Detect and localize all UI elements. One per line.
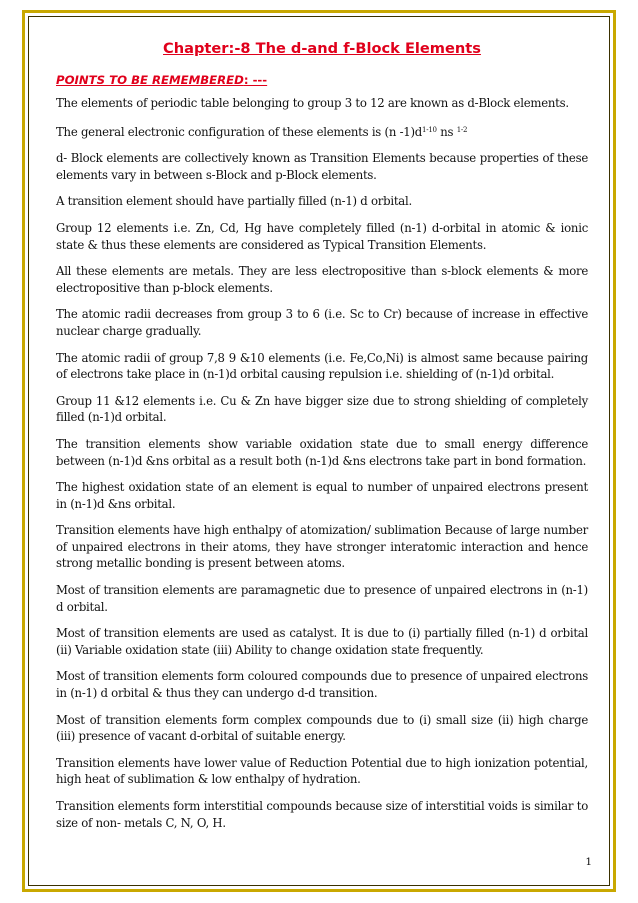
paragraph: Most of transition elements form coloured compounds due to presence of unpaired electrons in (n-1) d orbital & thus they can undergo d-d transition.: [56, 669, 588, 701]
paragraph: Group 12 elements i.e. Zn, Cd, Hg have completely filled (n-1) d-orbital in atomic & ionic state & thus these elements are considered as Typical Transition Elements.: [56, 220, 588, 252]
paragraph: d- Block elements are collectively known as Transition Elements because properties of these elements vary in between s-Block and p-Block elements.: [56, 151, 588, 182]
paragraph: Most of transition elements form complex compounds due to (i) small size (ii) high charge (iii) presence of vacant d-orbital of suitable energy.: [56, 712, 588, 744]
page-content: [56, 40, 588, 841]
paragraph: The transition elements show variable oxidation state due to small energy difference between (n-1)d &ns orbital as a result both (n-1)d &ns electrons take part in bond formation.: [56, 436, 588, 468]
chapter-title: Chapter:-8 The d-and f-Block Elements: [163, 40, 481, 57]
paragraph: Transition elements have lower value of Reduction Potential due to high ionization potential, high heat of sublimation & low enthalpy of hydration.: [56, 755, 588, 787]
paragraph: A transition element should have partially filled (n-1) d orbital.: [56, 194, 412, 209]
paragraph: Transition elements have high enthalpy of atomization/ sublimation Because of large number of unpaired electrons in their atoms, they have stronger interatomic interaction and hence strong metallic bonding is present between atoms.: [56, 523, 588, 571]
points-subheading-suffix: : ---: [243, 73, 268, 87]
config-sup-ns: 1-2: [456, 125, 468, 134]
paragraph: All these elements are metals. They are less electropositive than s-block elements & more electropositive than p-block elements.: [56, 264, 588, 295]
config-sup-d: 1-10: [422, 125, 437, 134]
points-subheading-text: POINTS TO BE REMEMBERED: [56, 73, 244, 87]
paragraph: The highest oxidation state of an element is equal to number of unpaired electrons present in (n-1)d &ns orbital.: [56, 480, 588, 511]
config-ns: ns: [436, 124, 457, 139]
paragraph: Transition elements form interstitial compounds because size of interstitial voids is similar to size of non- metals C, N, O, H.: [56, 799, 588, 830]
paragraph: Most of transition elements are used as catalyst. It is due to (i) partially filled (n-1) d orbital (ii) Variable oxidation state (iii) Ability to change oxidation state frequently.: [56, 626, 588, 657]
paragraph: Group 11 &12 elements i.e. Cu & Zn have bigger size due to strong shielding of completely filled (n-1)d orbital.: [56, 393, 588, 425]
paragraph: The atomic radii decreases from group 3 to 6 (i.e. Sc to Cr) because of increase in effective nuclear charge gradually.: [56, 307, 588, 338]
paragraph: The elements of periodic table belonging to group 3 to 12 are known as d-Block elements.: [56, 96, 569, 110]
paragraph-config: [56, 122, 588, 141]
config-text: The general electronic configuration of these elements is (n -1)d: [56, 124, 423, 139]
paragraph: The atomic radii of group 7,8 9 &10 elements (i.e. Fe,Co,Ni) is almost same because pairing of electrons take place in (n-1)d orbital causing repulsion i.e. shielding of (n-1)d orbital.: [56, 350, 588, 382]
page-number: 1: [585, 856, 592, 868]
points-subheading: [56, 73, 588, 87]
paragraph: Most of transition elements are paramagnetic due to presence of unpaired electrons in (n-1) d orbital.: [56, 583, 588, 614]
